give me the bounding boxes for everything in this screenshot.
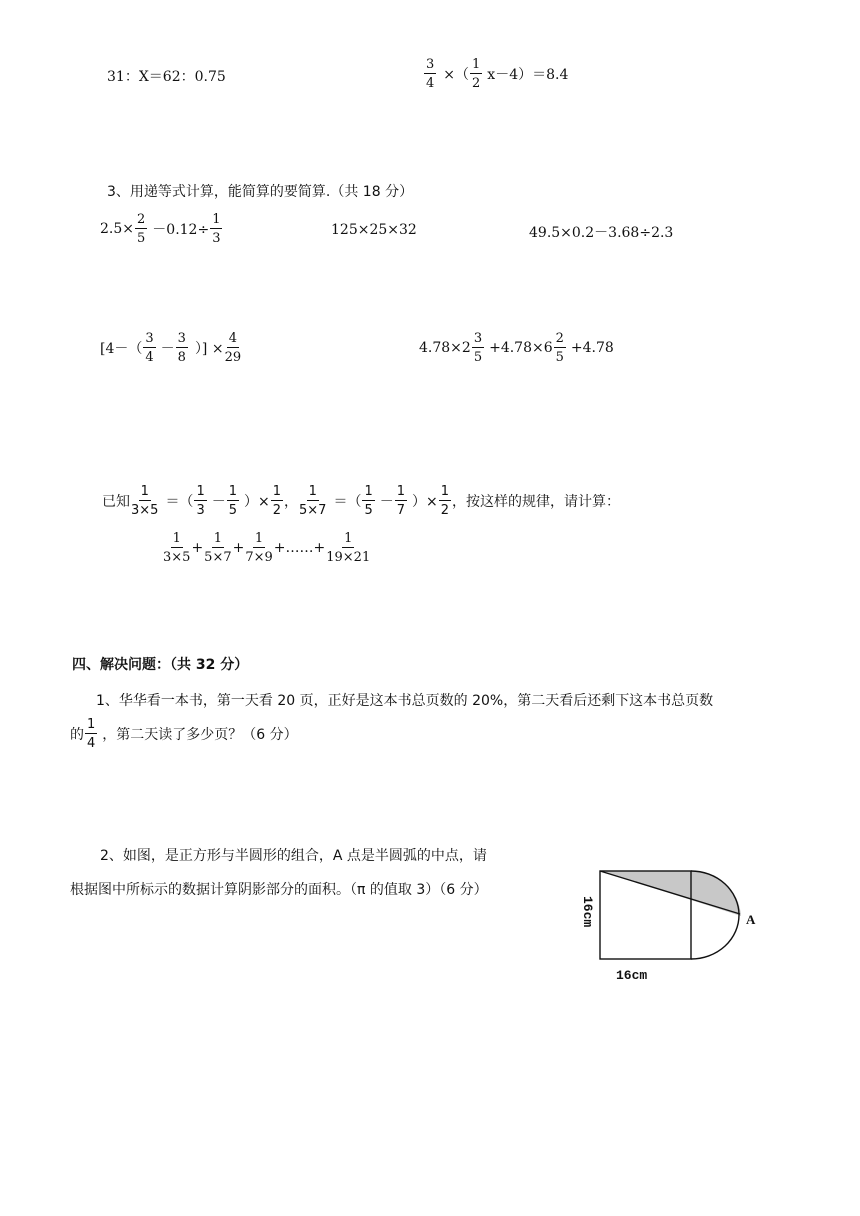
fraction: $\frac{1}{19\times 21}$	[326, 531, 371, 565]
expr-text: [4－（	[100, 341, 143, 357]
expr-text: ，第二天读了多少页？（6 分）	[102, 727, 298, 743]
equation-2	[423, 58, 568, 90]
bottom-label: 16cm	[616, 968, 648, 983]
problem-1-line-1: 1、华华看一本书，第一天看 20 页，正好是这本书总页数的 20%，第二天看后还剩下这本书总页数	[96, 693, 714, 709]
expr-text: 4.78×2	[419, 340, 471, 356]
expr-text: +4.78×6	[489, 340, 553, 356]
series-expression	[162, 532, 371, 564]
expr-text: ＝（	[333, 494, 362, 510]
expr-text: －	[160, 341, 175, 357]
side-label: 16cm	[580, 896, 595, 928]
expression-2: 125×25×32	[331, 222, 417, 238]
fraction: $\frac{1}{3\times 5}$	[131, 484, 159, 518]
expr-text: ，按这样的规律，请计算：	[452, 494, 621, 510]
problem-1-line-2	[70, 718, 298, 750]
expr-text: －	[379, 494, 394, 510]
expr-text: ，	[284, 494, 299, 510]
fraction: $\frac{2}{5}$	[555, 331, 564, 365]
expr-text: 的	[70, 727, 84, 743]
expression-4	[100, 332, 242, 364]
fraction: $\frac{3}{4}$	[426, 57, 435, 91]
fraction: $\frac{1}{2}$	[272, 484, 282, 518]
section-3-title: 3、用递等式计算，能简算的要简算.（共 18 分）	[107, 184, 414, 200]
geometry-figure	[570, 862, 770, 992]
fraction: $\frac{1}{7}$	[396, 484, 406, 518]
section-4-title: 四、解决问题：（共 32 分）	[72, 657, 249, 673]
fraction: $\frac{1}{5\times 7}$	[204, 531, 232, 565]
fraction: $\frac{1}{5\times 7}$	[299, 484, 327, 518]
fraction: $\frac{1}{4}$	[87, 717, 96, 751]
expr-text: －	[211, 494, 226, 510]
equation-1: 31：X＝62：0.75	[107, 69, 226, 85]
fraction: $\frac{1}{2}$	[440, 484, 450, 518]
fraction: $\frac{1}{3}$	[196, 484, 205, 518]
expr-text: +4.78	[570, 340, 614, 356]
eq2-tail: x－4）＝8.4	[487, 67, 569, 83]
fraction: $\frac{1}{5}$	[364, 484, 373, 518]
expr-text: ）×	[412, 494, 438, 510]
eq2-times: ×（	[443, 67, 470, 83]
fraction: $\frac{4}{29}$	[224, 331, 242, 365]
expr-text: 2.5×	[100, 221, 134, 237]
fraction: $\frac{1}{7\times 9}$	[245, 531, 273, 565]
expr-text: ）] ×	[194, 341, 224, 357]
expr-text: +	[191, 540, 204, 556]
fraction: $\frac{3}{5}$	[473, 331, 483, 365]
problem-2-line-2: 根据图中所标示的数据计算阴影部分的面积。（π 的值取 3）（6 分）	[70, 882, 488, 898]
expr-text: +……+	[273, 540, 326, 556]
expr-text: ＝（	[165, 494, 194, 510]
expression-5	[419, 332, 614, 364]
fraction: $\frac{1}{2}$	[472, 57, 481, 91]
expr-text: －0.12÷	[152, 222, 210, 238]
fraction: $\frac{2}{5}$	[137, 212, 146, 246]
fraction: $\frac{3}{4}$	[145, 331, 154, 365]
expr-text: +	[232, 540, 245, 556]
expr-text: 已知	[102, 494, 130, 510]
fraction: $\frac{1}{3}$	[212, 212, 221, 246]
expr-text: ）×	[244, 494, 270, 510]
expression-1	[100, 213, 223, 245]
problem-2-line-1: 2、如图，是正方形与半圆形的组合，A 点是半圆弧的中点，请	[100, 848, 487, 864]
fraction: $\frac{1}{3\times 5}$	[163, 531, 191, 565]
fraction: $\frac{1}{5}$	[228, 484, 237, 518]
known-pattern	[102, 485, 620, 517]
fraction: $\frac{3}{8}$	[177, 331, 186, 365]
expression-3: 49.5×0.2－3.68÷2.3	[529, 225, 674, 241]
point-label-a: A	[746, 912, 756, 927]
